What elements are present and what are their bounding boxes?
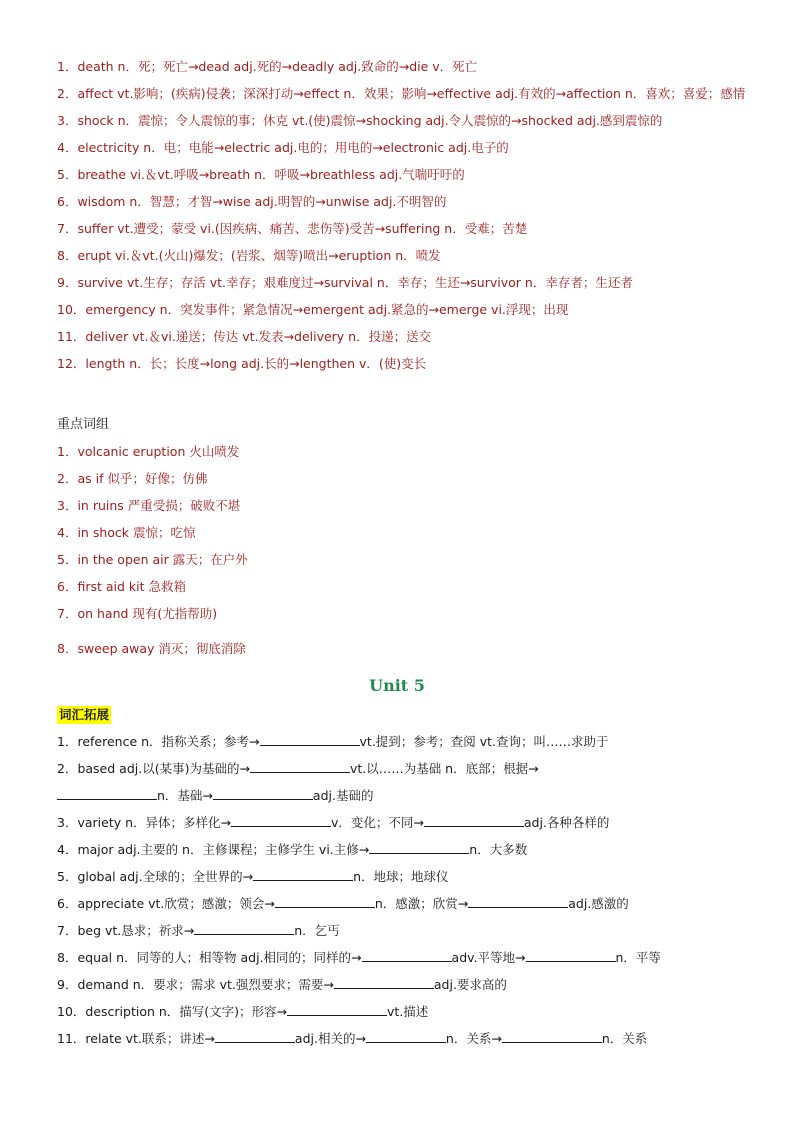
answer-blank[interactable]: [213, 787, 313, 800]
answer-blank[interactable]: [260, 733, 360, 746]
exercise-line: 5．global adj.全球的；全世界的→ n．地球；地球仪: [57, 869, 449, 884]
answer-blank[interactable]: [194, 922, 294, 935]
answer-blank[interactable]: [369, 841, 469, 854]
answer-blank[interactable]: [287, 1003, 387, 1016]
answer-blank[interactable]: [424, 814, 524, 827]
answer-blank[interactable]: [231, 814, 331, 827]
phrase-item: 3．in ruins 严重受损；破败不堪: [57, 498, 241, 513]
exercise-line: n．基础→ adj.基础的: [57, 787, 754, 805]
phrase-item: 6．first aid kit 急救箱: [57, 579, 186, 594]
exercise-line: 11．relate vt.联系；讲述→ adj.相关的→ n．关系→ n．关系: [57, 1031, 648, 1046]
exercise-line: 6．appreciate vt.欣赏；感激；领会→ n．感激；欣赏→ adj.感激的: [57, 896, 629, 911]
vocab-item: 5．breathe vi.＆vt.呼吸→breath n．呼吸→breathless adj.气喘吁吁的: [57, 167, 465, 182]
exercise-line: 7．beg vt.恳求；祈求→ n．乞丐: [57, 923, 340, 938]
unit-title: Unit 5: [369, 676, 425, 695]
vocab-item: 12．length n．长；长度→long adj.长的→lengthen v．(使)变长: [57, 356, 427, 371]
exercise-line: 9．demand n．要求；需求 vt.强烈要求；需要→ adj.要求高的: [57, 977, 507, 992]
vocab-item: 2．affect vt.影响；(疾病)侵袭；深深打动→effect n．效果；影响→effective adj.有效的→affection n．喜欢；喜爱；感情: [57, 86, 746, 101]
answer-blank[interactable]: [275, 895, 375, 908]
exercise-line: 3．variety n．异体；多样化→ v．变化；不同→ adj.各种各样的: [57, 815, 610, 830]
answer-blank[interactable]: [502, 1030, 602, 1043]
phrase-item: 8．sweep away 消灭；彻底消除: [57, 641, 246, 656]
vocab-item: 11．deliver vt.＆vi.递送；传达 vt.发表→delivery n．投递；送交: [57, 329, 432, 344]
answer-blank[interactable]: [253, 868, 353, 881]
answer-blank[interactable]: [250, 760, 350, 773]
vocab-item: 6．wisdom n．智慧；才智→wise adj.明智的→unwise adj.不明智的: [57, 194, 447, 209]
answer-blank[interactable]: [366, 1030, 446, 1043]
vocab-item: 8．erupt vi.＆vt.(火山)爆发；(岩浆、烟等)喷出→eruption n．喷发: [57, 248, 441, 263]
exercise-line: 10．description n．描写(文字)；形容→ vt.描述: [57, 1004, 429, 1019]
exercise-line: 8．equal n．同等的人；相等物 adj.相同的；同样的→ adv.平等地→ n．平等: [57, 950, 661, 965]
phrase-item: 5．in the open air 露天；在户外: [57, 552, 248, 567]
phrase-item: 4．in shock 震惊；吃惊: [57, 525, 196, 540]
answer-blank[interactable]: [468, 895, 568, 908]
vocab-item: 7．suffer vt.遭受；蒙受 vi.(因疾病、痛苦、悲伤等)受苦→suffering n．受难；苦楚: [57, 221, 528, 236]
answer-blank[interactable]: [215, 1030, 295, 1043]
answer-blank[interactable]: [526, 949, 616, 962]
vocab-item: 4．electricity n．电；电能→electric adj.电的；用电的→electronic adj.电子的: [57, 140, 509, 155]
phrase-item: 7．on hand 现有(尤指帮助): [57, 606, 218, 621]
vocab-item: 3．shock n．震惊；令人震惊的事；休克 vt.(使)震惊→shocking adj.令人震惊的→shocked adj.感到震惊的: [57, 113, 663, 128]
vocab-item: 1．death n．死；死亡→dead adj.死的→deadly adj.致命的→die v．死亡: [57, 59, 478, 74]
phrase-item: 2．as if 似乎；好像；仿佛: [57, 471, 208, 486]
phrases-heading: 重点词组: [57, 417, 110, 432]
vocab-item: 10．emergency n．突发事件；紧急情况→emergent adj.紧急的→emerge vi.浮现；出现: [57, 302, 569, 317]
exercise-line: 4．major adj.主要的 n．主修课程；主修学生 vi.主修→ n．大多数: [57, 842, 528, 857]
answer-blank[interactable]: [362, 949, 452, 962]
exercise-line: 2．based adj.以(某事)为基础的→ vt.以……为基础 n．底部；根据→: [57, 761, 539, 776]
answer-blank[interactable]: [57, 787, 157, 800]
section-badge: 词汇拓展: [59, 707, 110, 722]
phrase-item: 1．volcanic eruption 火山喷发: [57, 444, 240, 459]
answer-blank[interactable]: [334, 976, 434, 989]
vocab-item: 9．survive vt.生存；存活 vt.幸存；艰难度过→survival n．幸存；生还→survivor n．幸存者；生还者: [57, 275, 633, 290]
exercise-line: 1．reference n．指称关系；参考→ vt.提到；参考；查阅 vt.查询；叫……求助于: [57, 734, 609, 749]
